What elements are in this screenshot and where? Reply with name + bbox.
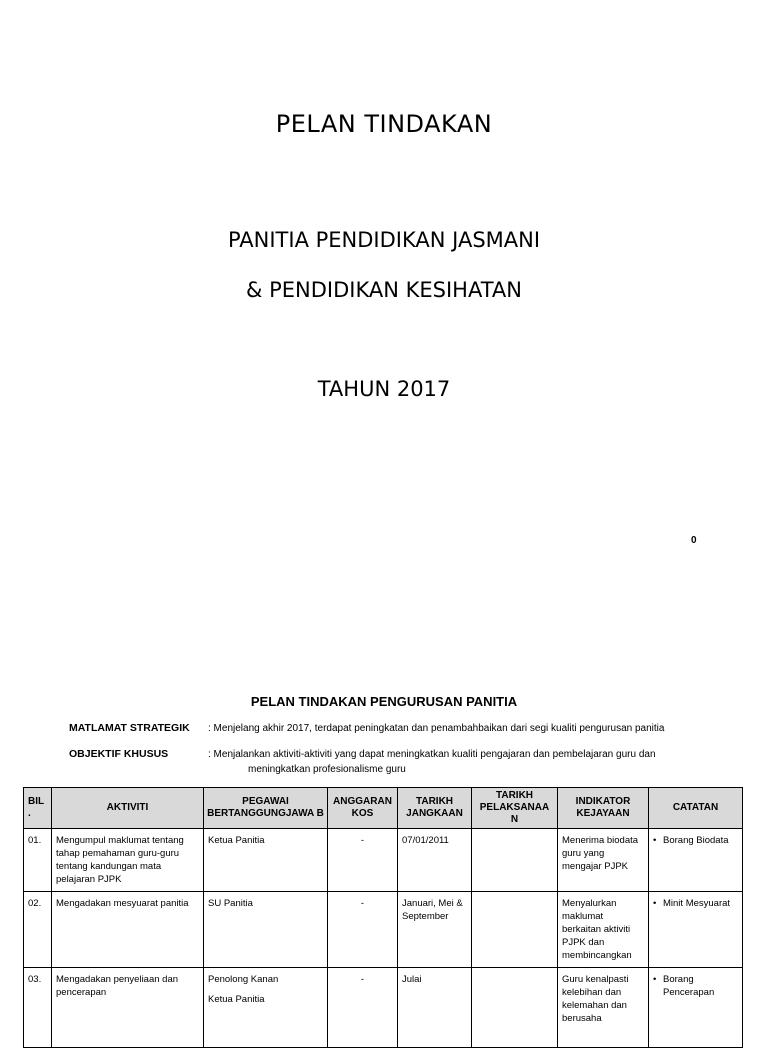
objektif-value-line1: : Menjalankan aktiviti-aktiviti yang dapat meningkatkan kualiti pengajaran dan pembelajaran guru dan [208,749,656,760]
cell-bil: 01. [24,829,52,892]
table-row [24,892,743,968]
page-number: 0 [691,535,697,546]
action-plan-table [23,787,743,1048]
cover-year: TAHUN 2017 [317,377,451,401]
cover-title: PELAN TINDAKAN [275,110,493,138]
catatan-text: Minit Mesyuarat [663,898,731,909]
header-aktiviti: AKTIVITI [52,788,204,829]
cell-catatan [649,968,743,1048]
cell-anggaran: - [328,968,398,1048]
cover-subtitle-line2: & PENDIDIKAN KESIHATAN [246,278,522,302]
cell-aktiviti: Mengumpul maklumat tentang tahap pemahaman guru-guru tentang kandungan mata pelajaran PJPK [52,829,204,892]
cell-tarikh-jangkaan: Januari, Mei & September [398,892,472,968]
cell-bil: 02. [24,892,52,968]
catatan-text: Borang Pencerapan [663,974,715,998]
header-catatan: CATATAN [649,788,743,829]
cell-tarikh-pelaksanaan [472,892,558,968]
cell-anggaran: - [328,892,398,968]
pegawai-name: Penolong Kanan [208,974,279,985]
cell-catatan [649,892,743,968]
cell-tarikh-pelaksanaan [472,968,558,1048]
cell-pegawai [204,968,328,1048]
header-anggaran: ANGGARAN KOS [328,788,398,829]
header-indikator: INDIKATOR KEJAYAAN [558,788,649,829]
table-row [24,968,743,1048]
cell-aktiviti: Mengadakan penyeliaan dan pencerapan [52,968,204,1048]
table-header-row [24,788,743,829]
cell-aktiviti: Mengadakan mesyuarat panitia [52,892,204,968]
bullet-icon: • [653,835,657,846]
pegawai-name: Ketua Panitia [208,994,265,1005]
cell-tarikh-pelaksanaan [472,829,558,892]
cell-pegawai [204,829,328,892]
cover-subtitle-line1: PANITIA PENDIDIKAN JASMANI [227,228,541,252]
section-title: PELAN TINDAKAN PENGURUSAN PANITIA [250,694,518,709]
cell-bil: 03. [24,968,52,1048]
bullet-icon: • [653,974,657,985]
bullet-icon: • [653,898,657,909]
cell-anggaran: - [328,829,398,892]
cell-tarikh-jangkaan: 07/01/2011 [398,829,472,892]
cell-catatan [649,829,743,892]
cell-pegawai [204,892,328,968]
objektif-value-line2: meningkatkan profesionalisme guru [248,764,406,775]
objektif-value [208,747,678,777]
pegawai-name: SU Panitia [208,898,253,909]
matlamat-value: : Menjelang akhir 2017, terdapat peningkatan dan penambahbaikan dari segi kualiti pengurusan panitia [208,723,665,734]
pegawai-name: Ketua Panitia [208,835,265,846]
cell-tarikh-jangkaan: Julai [398,968,472,1048]
table-row [24,829,743,892]
header-bil: BIL . [24,788,52,829]
header-pegawai: PEGAWAI BERTANGGUNGJAWA B [204,788,328,829]
catatan-text: Borang Biodata [663,835,729,846]
matlamat-label: MATLAMAT STRATEGIK [69,722,190,734]
header-tarikh-pelaksanaan: TARIKH PELAKSANAA N [472,788,558,829]
cell-indikator: Menyalurkan maklumat berkaitan aktiviti PJPK dan membincangkan [558,892,649,968]
cell-indikator: Guru kenalpasti kelebihan dan kelemahan dan berusaha [558,968,649,1048]
cell-indikator: Menerima biodata guru yang mengajar PJPK [558,829,649,892]
header-tarikh-jangkaan: TARIKH JANGKAAN [398,788,472,829]
objektif-label: OBJEKTIF KHUSUS [69,748,169,760]
